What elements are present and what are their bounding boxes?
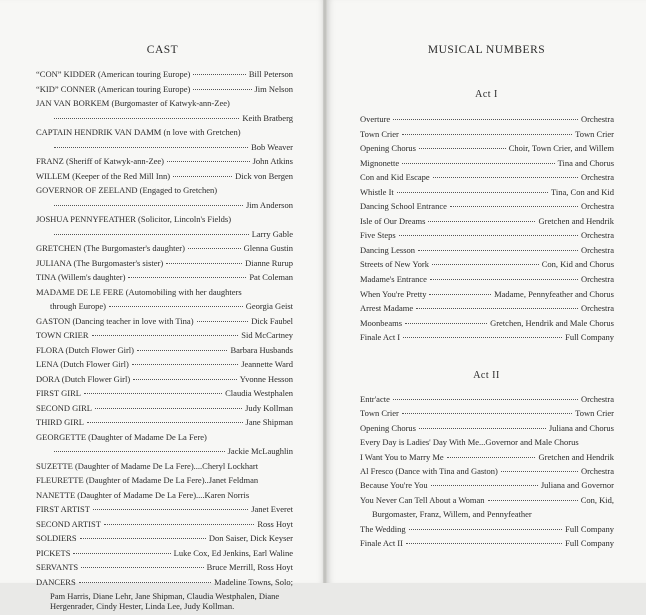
song-title: Whistle It <box>360 186 394 197</box>
song-row <box>360 201 614 212</box>
song-performers: Full Company <box>565 537 614 548</box>
cast-role: JAN VAN BORKEM (Burgomaster of Katwyk-ann-Zee) <box>36 98 230 108</box>
leader-dots <box>433 177 578 178</box>
leader-dots <box>193 74 245 75</box>
cast-actor: Pat Coleman <box>249 272 293 282</box>
cast-row <box>36 301 293 312</box>
cast-row <box>36 127 293 138</box>
cast-row <box>36 359 293 370</box>
cast-role: FIRST ARTIST <box>36 504 90 514</box>
song-row <box>360 466 614 477</box>
cast-actor: Dick Faubel <box>251 315 293 326</box>
cast-role: FRANZ (Sheriff of Katwyk-ann-Zee) <box>36 156 165 166</box>
song-performers: Con, Kid, <box>580 494 614 505</box>
cast-row <box>36 548 293 559</box>
leader-dots <box>54 451 225 452</box>
leader-dots <box>419 148 506 149</box>
cast-role: FLORA (Dutch Flower Girl) <box>36 344 134 355</box>
song-title: Burgomaster, Franz, Willem, and Pennyfeather <box>372 509 532 520</box>
leader-dots <box>84 393 222 394</box>
leader-dots <box>166 263 242 264</box>
cast-role: MADAME DE LE FERE (Automobiling with her daughters <box>36 286 242 297</box>
cast-row <box>36 142 293 153</box>
cast-row <box>36 156 293 167</box>
song-title: Town Crier <box>360 408 399 419</box>
cast-actor: Barbara Husbands <box>230 344 293 355</box>
cast-list <box>36 69 293 615</box>
cast-row <box>36 533 293 544</box>
leader-dots <box>95 408 242 409</box>
cast-row <box>36 374 293 385</box>
cast-actor: Luke Cox, Ed Jenkins, Earl Waline <box>173 547 293 558</box>
song-row <box>360 318 614 329</box>
cast-role: through Europe) <box>50 301 106 311</box>
cast-role: LENA (Dutch Flower Girl) <box>36 359 129 369</box>
cast-actor: Don Saiser, Dick Keyser <box>208 533 293 543</box>
cast-actor: Judy Kollman <box>245 402 293 413</box>
song-title: Finale Act I <box>360 332 401 343</box>
cast-role: WILLEM (Keeper of the Red Mill Inn) <box>36 170 171 181</box>
song-row <box>360 114 614 125</box>
leader-dots <box>109 306 243 307</box>
song-title: Every Day is Ladies' Day With Me...Governor and Male Chorus <box>360 437 579 448</box>
act-2-heading: Act II <box>473 370 500 381</box>
song-performers: Con, Kid and Chorus <box>541 259 614 270</box>
cast-row <box>36 258 293 269</box>
leader-dots <box>432 264 539 265</box>
song-performers: Tina and Chorus <box>557 157 614 168</box>
cast-role: SECOND GIRL <box>36 402 92 413</box>
cast-role: NANETTE (Daughter of Madame De La Fere)....Karen Norris <box>36 489 250 500</box>
song-performers: Orchestra <box>580 465 614 476</box>
cast-row <box>36 417 293 428</box>
song-title: Opening Chorus <box>360 143 416 154</box>
song-performers: Full Company <box>565 332 614 343</box>
cast-actor: Yvonne Hesson <box>239 373 293 384</box>
cast-role: SECOND ARTIST <box>36 518 101 529</box>
song-performers: Madame, Pennyfeather and Chorus <box>494 288 614 299</box>
song-title: Entr'acte <box>360 394 390 404</box>
act-2-song-list <box>360 394 614 552</box>
cast-role: THIRD GIRL <box>36 417 84 427</box>
song-title: Town Crier <box>360 128 399 139</box>
cast-role: GASTON (Dancing teacher in love with Tina) <box>36 315 194 326</box>
song-row <box>360 187 614 198</box>
cast-role: DORA (Dutch Flower Girl) <box>36 373 131 384</box>
cast-row <box>36 185 293 196</box>
leader-dots <box>54 205 243 206</box>
cast-actor: Ross Hoyt <box>257 518 293 529</box>
musical-numbers-heading: MUSICAL NUMBERS <box>427 44 546 56</box>
cast-row <box>36 113 293 124</box>
leader-dots <box>393 119 578 120</box>
leader-dots <box>397 192 548 193</box>
song-row <box>360 394 614 405</box>
cast-row <box>36 287 293 298</box>
cast-role: JOSHUA PENNYFEATHER (Solicitor, Lincoln's Fields) <box>36 214 232 224</box>
leader-dots <box>54 234 249 235</box>
cast-role: JULIANA (The Burgomaster's sister) <box>36 257 164 268</box>
leader-dots <box>193 89 251 90</box>
song-performers: Orchestra <box>580 172 614 183</box>
song-performers: Orchestra <box>580 230 614 241</box>
song-performers: Orchestra <box>580 394 614 404</box>
cast-actor: Larry Gable <box>251 228 293 239</box>
leader-dots <box>406 543 562 544</box>
song-title: The Wedding <box>360 523 406 534</box>
song-row <box>360 245 614 256</box>
leader-dots <box>409 529 562 530</box>
cast-row <box>36 403 293 414</box>
cast-actor: Keith Bratberg <box>242 112 293 123</box>
cast-role: CAPTAIN HENDRIK VAN DAMM (n love with Gretchen) <box>36 127 241 137</box>
cast-role: TINA (Willem's daughter) <box>36 272 126 282</box>
song-row <box>360 495 614 506</box>
leader-dots <box>197 321 249 322</box>
cast-actor: Sid McCartney <box>241 330 293 340</box>
song-title: Moonbeams <box>360 317 403 328</box>
song-title: Finale Act II <box>360 537 403 548</box>
song-title: Opening Chorus <box>360 422 416 433</box>
cast-row <box>36 446 293 457</box>
cast-role: FLEURETTE (Daughter of Madame De La Fere)..Janet Feldman <box>36 475 259 485</box>
song-title: Streets of New York <box>360 259 429 270</box>
cast-row <box>36 519 293 530</box>
leader-dots <box>54 118 239 119</box>
cast-heading: CAST <box>146 44 179 56</box>
song-performers: Orchestra <box>580 114 614 124</box>
dancers-note: Pam Harris, Diane Lehr, Jane Shipman, Claudia Westphalen, Diane Hergenrader, Cindy Hester, Linda Lee, Judy Kollman. <box>50 591 280 611</box>
song-title: Dancing School Entrance <box>360 201 447 212</box>
cast-actor: Jane Shipman <box>245 417 293 427</box>
leader-dots <box>402 413 572 414</box>
cast-row <box>36 229 293 240</box>
cast-row <box>36 69 293 80</box>
song-performers: Orchestra <box>580 274 614 285</box>
song-title: I Want You to Marry Me <box>360 451 444 462</box>
song-row <box>360 143 614 154</box>
cast-actor: Dick von Bergen <box>235 170 293 181</box>
song-performers: Town Crier <box>575 128 614 139</box>
leader-dots <box>188 248 241 249</box>
leader-dots <box>447 457 536 458</box>
leader-dots <box>450 206 578 207</box>
cast-role: “KID” CONNER (American touring Europe) <box>36 83 191 94</box>
cast-row <box>36 490 293 501</box>
cast-role: SOLDIERS <box>36 533 77 543</box>
leader-dots <box>104 524 254 525</box>
song-title: Overture <box>360 114 391 124</box>
song-row <box>360 158 614 169</box>
leader-dots <box>399 235 578 236</box>
song-title: Isle of Our Dreams <box>360 215 426 226</box>
cast-row <box>36 272 293 283</box>
song-row <box>360 129 614 140</box>
cast-actor: Georgia Geist <box>245 301 293 311</box>
leader-dots <box>488 500 578 501</box>
song-row <box>360 230 614 241</box>
leader-dots <box>128 277 246 278</box>
song-title: Five Steps <box>360 230 396 241</box>
leader-dots <box>403 337 562 338</box>
leader-dots <box>430 279 578 280</box>
song-performers: Orchestra <box>580 303 614 314</box>
cast-row <box>36 345 293 356</box>
song-performers: Town Crier <box>575 408 614 419</box>
leader-dots <box>416 308 578 309</box>
song-performers: Choir, Town Crier, and Willem <box>508 143 614 154</box>
song-performers: Juliana and Chorus <box>548 422 614 433</box>
leader-dots <box>393 399 578 400</box>
cast-role: GEORGETTE (Daughter of Madame De La Fere) <box>36 431 207 442</box>
leader-dots <box>402 134 572 135</box>
song-row <box>360 172 614 183</box>
leader-dots <box>132 364 238 365</box>
leader-dots <box>429 294 491 295</box>
leader-dots <box>167 161 250 162</box>
song-title: When You're Pretty <box>360 288 427 299</box>
cast-row <box>36 461 293 472</box>
leader-dots <box>93 509 248 510</box>
leader-dots <box>431 485 538 486</box>
cast-actor: Claudia Westphalen <box>225 388 293 398</box>
cast-row <box>36 171 293 182</box>
cast-row <box>36 432 293 443</box>
leader-dots <box>419 428 546 429</box>
cast-role: GRETCHEN (The Burgomaster's daughter) <box>36 243 185 253</box>
leader-dots <box>81 567 203 568</box>
cast-role: SERVANTS <box>36 562 79 572</box>
cast-row <box>36 214 293 225</box>
cast-actor: Jeannette Ward <box>241 359 293 369</box>
leader-dots <box>73 553 170 554</box>
song-title: You Never Can Tell About a Woman <box>360 494 485 505</box>
cast-row <box>36 200 293 211</box>
cast-actor: Glenna Gustin <box>243 243 293 253</box>
cast-actor: Janet Everet <box>251 504 293 514</box>
cast-role: “CON” KIDDER (American touring Europe) <box>36 69 191 79</box>
cast-row <box>36 577 293 588</box>
cast-role: GOVERNOR OF ZEELAND (Engaged to Gretchen) <box>36 185 218 195</box>
leader-dots <box>428 221 535 222</box>
song-row <box>360 452 614 463</box>
cast-actor: Bob Weaver <box>251 141 293 152</box>
song-row <box>360 538 614 549</box>
leader-dots <box>173 176 232 177</box>
act-1-heading: Act I <box>475 89 498 100</box>
song-title: Al Fresco (Dance with Tina and Gaston) <box>360 465 498 476</box>
song-performers: Gretchen and Hendrik <box>538 215 614 226</box>
cast-row <box>36 475 293 486</box>
song-title: Madame's Entrance <box>360 274 427 285</box>
cast-actor: Jackie McLaughlin <box>227 446 293 456</box>
cast-role: DANCERS <box>36 576 76 587</box>
song-performers: Gretchen, Hendrik and Male Chorus <box>490 317 614 328</box>
cast-actor: Bruce Merrill, Ross Hoyt <box>206 562 293 572</box>
cast-actor: John Atkins <box>252 156 293 166</box>
leader-dots <box>133 379 237 380</box>
song-row <box>360 423 614 434</box>
leader-dots <box>87 422 243 423</box>
song-performers: Gretchen and Hendrik <box>538 451 614 462</box>
song-row <box>360 303 614 314</box>
song-performers: Tina, Con and Kid <box>551 186 614 197</box>
leader-dots <box>402 163 554 164</box>
cast-row <box>36 316 293 327</box>
song-row <box>360 289 614 300</box>
cast-actor: Bill Peterson <box>248 69 293 79</box>
song-row <box>360 216 614 227</box>
cast-row <box>36 84 293 95</box>
song-performers: Full Company <box>565 523 614 534</box>
leader-dots <box>54 147 248 148</box>
song-title: Because You're You <box>360 480 428 491</box>
cast-actor: Jim Nelson <box>254 83 293 94</box>
song-title: Mignonette <box>360 157 400 168</box>
song-performers: Juliana and Governor <box>540 480 614 491</box>
song-row <box>360 437 614 448</box>
song-performers: Orchestra <box>580 244 614 255</box>
song-row <box>360 509 614 520</box>
cast-row <box>36 98 293 109</box>
cast-row <box>36 562 293 573</box>
cast-actor: Dianne Rurup <box>245 257 293 268</box>
cast-role: TOWN CRIER <box>36 330 89 340</box>
leader-dots <box>137 350 227 351</box>
song-row <box>360 480 614 491</box>
leader-dots <box>418 250 578 251</box>
song-row <box>360 274 614 285</box>
cast-role: PICKETS <box>36 547 71 558</box>
song-title: Arrest Madame <box>360 303 414 314</box>
song-row <box>360 408 614 419</box>
cast-row <box>36 243 293 254</box>
song-row <box>360 332 614 343</box>
act-1-song-list <box>360 114 614 347</box>
leader-dots <box>92 335 239 336</box>
song-title: Dancing Lesson <box>360 244 416 255</box>
page-fold <box>323 0 327 583</box>
leader-dots <box>405 323 487 324</box>
cast-role: FIRST GIRL <box>36 388 81 398</box>
leader-dots <box>80 538 206 539</box>
cast-role: SUZETTE (Daughter of Madame De La Fere)....Cheryl Lockhart <box>36 460 259 471</box>
song-row <box>360 259 614 270</box>
song-title: Con and Kid Escape <box>360 172 430 183</box>
song-performers: Orchestra <box>580 201 614 212</box>
cast-row <box>36 504 293 515</box>
leader-dots <box>79 582 211 583</box>
cast-row <box>36 388 293 399</box>
cast-actor: Jim Anderson <box>246 199 293 210</box>
cast-actor: Madeline Towns, Solo; <box>214 576 293 587</box>
song-row <box>360 524 614 535</box>
leader-dots <box>501 471 578 472</box>
cast-row <box>36 330 293 341</box>
